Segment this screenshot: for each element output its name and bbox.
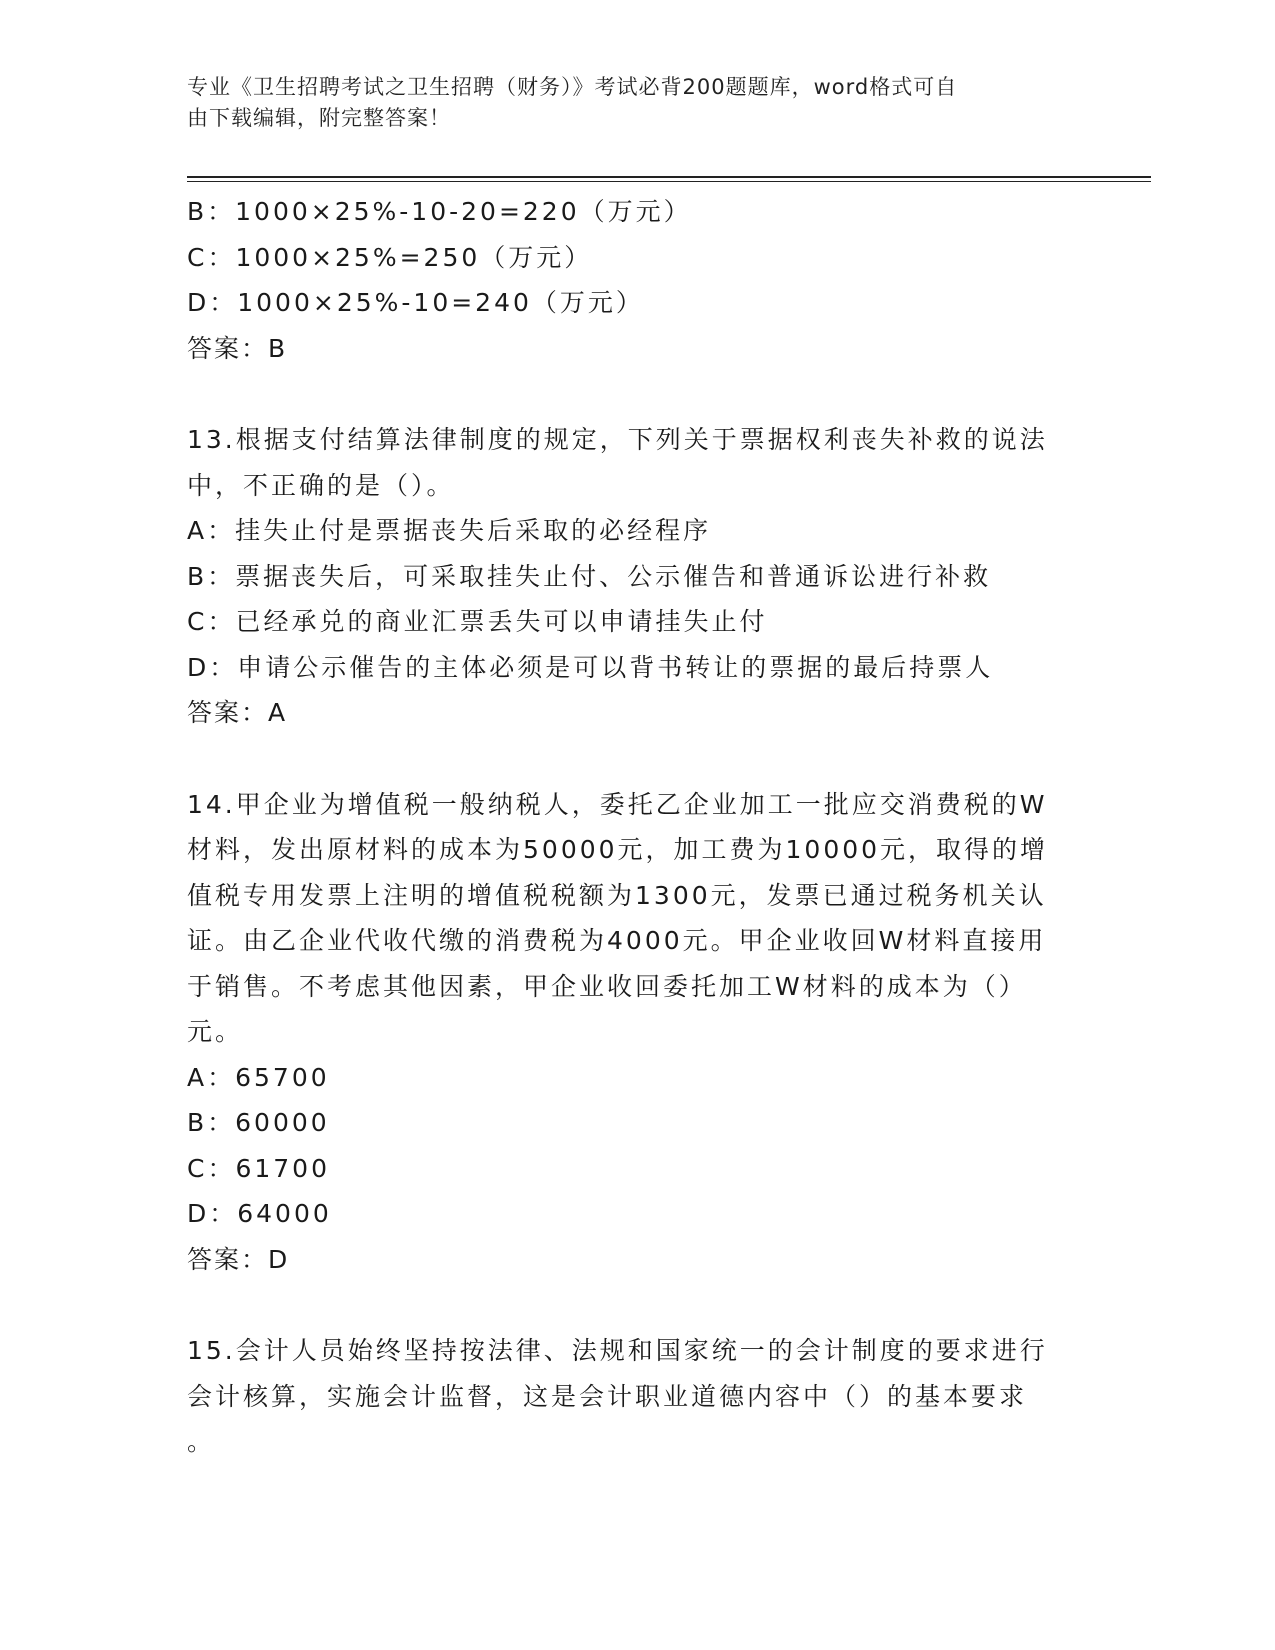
option-c: C：已经承兑的商业汇票丢失可以申请挂失止付 <box>187 607 768 636</box>
option-b: B：票据丧失后，可采取挂失止付、公示催告和普通诉讼进行补救 <box>187 561 992 591</box>
option-b: B：1000×25%-10-20=220（万元） <box>187 197 692 226</box>
option-d: D：1000×25%-10=240（万元） <box>187 288 644 317</box>
option-c: C：1000×25%=250（万元） <box>187 242 593 272</box>
question-stem: 元。 <box>187 1017 244 1046</box>
question-stem: 中，不正确的是（）。 <box>187 470 455 500</box>
question-14 <box>187 782 1087 1283</box>
option-d: D：申请公示催告的主体必须是可以背书转让的票据的最后持票人 <box>187 652 994 682</box>
question-stem: 值税专用发票上注明的增值税税额为1300元，发票已通过税务机关认 <box>187 880 1047 910</box>
question-13 <box>187 417 1087 736</box>
question-stem: 证。由乙企业代收代缴的消费税为4000元。甲企业收回W材料直接用 <box>187 926 1047 955</box>
page-header <box>187 72 1067 134</box>
question-stem: 材料，发出原材料的成本为50000元，加工费为10000元，取得的增 <box>187 835 1049 864</box>
header-divider-thick <box>187 176 1151 178</box>
header-line-2: 由下载编辑，附完整答案！ <box>187 106 451 130</box>
option-a: A：65700 <box>187 1062 330 1092</box>
question-stem: 于销售。不考虑其他因素，甲企业收回委托加工W材料的成本为（） <box>187 971 1027 1001</box>
option-b: B：60000 <box>187 1108 330 1137</box>
spacer <box>187 1282 1087 1328</box>
header-divider-thin <box>187 181 1151 182</box>
question-stem: 15.会计人员始终坚持按法律、法规和国家统一的会计制度的要求进行 <box>187 1336 1048 1365</box>
question-15 <box>187 1328 1087 1465</box>
question-content <box>187 189 1087 1465</box>
answer: 答案：A <box>187 698 288 727</box>
question-stem: 。 <box>187 1427 216 1456</box>
option-c: C：61700 <box>187 1153 330 1183</box>
answer: 答案：D <box>187 1244 290 1274</box>
question-stem: 会计核算，实施会计监督，这是会计职业道德内容中（）的基本要求 <box>187 1381 1028 1411</box>
answer: 答案：B <box>187 333 288 363</box>
option-d: D：64000 <box>187 1199 332 1228</box>
spacer <box>187 371 1087 417</box>
spacer <box>187 736 1087 782</box>
question-12-tail <box>187 189 1087 371</box>
option-a: A：挂失止付是票据丧失后采取的必经程序 <box>187 516 712 545</box>
question-stem: 13.根据支付结算法律制度的规定，下列关于票据权利丧失补救的说法 <box>187 425 1048 454</box>
header-line-1: 专业《卫生招聘考试之卫生招聘（财务）》考试必背200题题库，word格式可自 <box>187 75 958 99</box>
question-stem: 14.甲企业为增值税一般纳税人，委托乙企业加工一批应交消费税的W <box>187 789 1048 819</box>
